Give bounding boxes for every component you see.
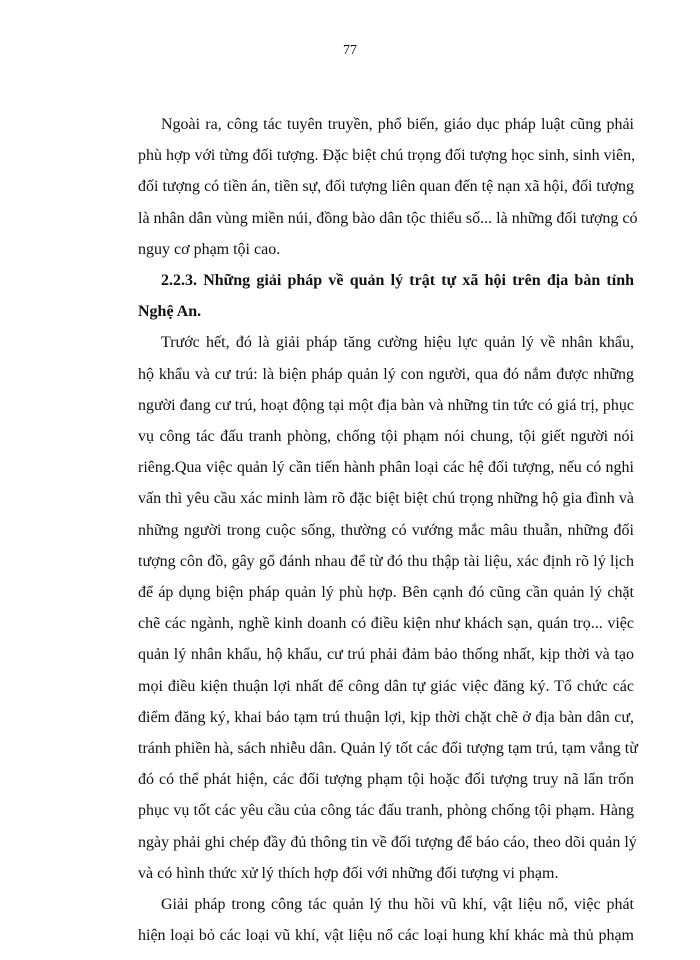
section-heading-line-2: Nghệ An. (138, 303, 202, 320)
paragraph-4-line-1: Giải pháp trong công tác quản lý thu hồi vũ khí, vật liệu nổ, việc phát (161, 896, 634, 913)
paragraph-3-line-3: người đang cư trú, hoạt động tại một địa bàn và những tin tức có giá trị, phục (138, 397, 634, 414)
paragraph-3-line-11: quản lý nhân khẩu, hộ khẩu, cư trú phải đảm bảo thống nhất, kịp thời và tạo (138, 646, 634, 663)
paragraph-4-line-2: hiện loại bỏ các loại vũ khí, vật liệu nổ các loại hung khí khác mà thủ phạm (138, 927, 634, 944)
paragraph-3-line-2: hộ khẩu và cư trú: là biện pháp quản lý con người, qua đó nắm được những (138, 366, 634, 383)
paragraph-3-line-15: đó có thể phát hiện, các đối tượng phạm tội hoặc đối tượng truy nã lẩn trốn (138, 771, 634, 788)
paragraph-3-line-12: mọi điều kiện thuận lợi nhất để công dân tự giác việc đăng ký. Tổ chức các (138, 678, 634, 695)
paragraph-3-line-9: để áp dụng biện pháp quản lý phù hợp. Bên cạnh đó cũng cần quản lý chặt (138, 584, 634, 601)
page-number: 77 (343, 43, 357, 58)
paragraph-3-line-5: riêng.Qua việc quản lý cần tiến hành phân loại các hệ đối tượng, nếu có nghi (138, 459, 634, 476)
paragraph-3-line-13: điểm đăng ký, khai báo tạm trú thuận lợi, kịp thời chặt chẽ ở địa bàn dân cư, (138, 709, 634, 726)
paragraph-1-line-4: là nhân dân vùng miền núi, đồng bào dân tộc thiểu số... là những đối tượng có (138, 210, 638, 227)
paragraph-1-line-3: đối tượng có tiền án, tiền sự, đối tượng liên quan đến tệ nạn xã hội, đối tượng (138, 178, 634, 195)
paragraph-1-line-1: Ngoài ra, công tác tuyên truyền, phổ biến, giáo dục pháp luật cũng phải (161, 116, 634, 133)
section-heading-line-1: 2.2.3. Những giải pháp về quản lý trật tự xã hội trên địa bàn tỉnh (161, 272, 634, 289)
paragraph-1-line-2: phù hợp với từng đối tượng. Đặc biệt chú trọng đối tượng học sinh, sinh viên, (138, 147, 636, 164)
paragraph-3-line-10: chẽ các ngành, nghề kinh doanh có điều kiện như khách sạn, quán trọ... việc (138, 615, 634, 632)
paragraph-3-line-4: vụ công tác đấu tranh phòng, chống tội phạm nói chung, tội giết người nói (138, 428, 634, 445)
paragraph-3-line-18: và có hình thức xử lý thích hợp đối với những đối tượng vi phạm. (138, 865, 559, 882)
paragraph-3-line-7: những người trong cuộc sống, thường có vướng mắc mâu thuẫn, những đối (138, 522, 634, 539)
paragraph-3-line-14: tránh phiền hà, sách nhiễu dân. Quản lý tốt các đối tượng tạm trú, tạm vắng từ (138, 740, 638, 757)
paragraph-3-line-16: phục vụ tốt các yêu cầu của công tác đấu tranh, phòng chống tội phạm. Hàng (138, 802, 634, 819)
paragraph-3-line-17: ngày phải ghi chép đầy đủ thông tin về đối tượng để báo cáo, theo dõi quản lý (138, 834, 637, 851)
paragraph-3-line-8: tượng côn đồ, gây gổ đánh nhau để từ đó thu thập tài liệu, xác định rõ lý lịch (138, 553, 634, 570)
paragraph-1-line-5: nguy cơ phạm tội cao. (138, 241, 281, 258)
paragraph-3-line-6: vấn thì yêu cầu xác minh làm rõ đặc biệt biệt chú trọng những hộ gia đình và (138, 490, 634, 507)
paragraph-3-line-1: Trước hết, đó là giải pháp tăng cường hiệu lực quản lý về nhân khẩu, (161, 334, 634, 351)
